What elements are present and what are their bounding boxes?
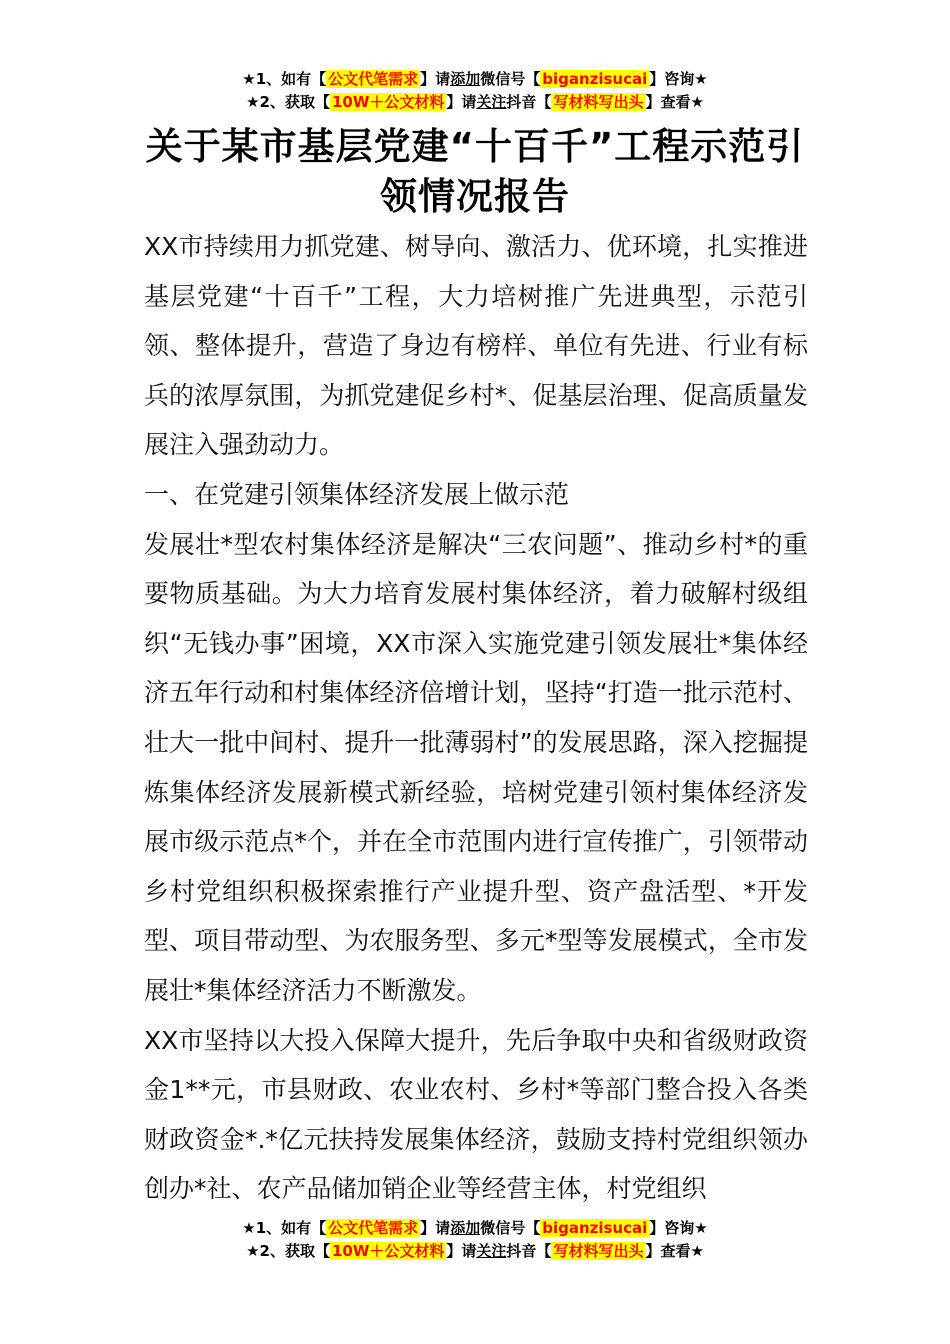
banner-text: 】咨询★ bbox=[649, 70, 708, 88]
banner-text: 】请 bbox=[420, 70, 451, 88]
banner-text: 】查看★ bbox=[645, 1242, 704, 1260]
banner-text: 微信号【 bbox=[480, 70, 541, 88]
section-heading-1: 一、在党建引领集体经济发展上做示范 bbox=[144, 479, 570, 509]
banner-highlight: 公文代笔需求 bbox=[328, 1219, 419, 1237]
title-line-2: 领情况报告 bbox=[380, 175, 570, 218]
banner-text: 抖音【 bbox=[506, 93, 552, 111]
banner-underline: 添加 bbox=[450, 70, 481, 88]
banner-text: ★1、如有【 bbox=[242, 70, 327, 88]
banner-line-2 bbox=[0, 91, 950, 114]
document-title bbox=[140, 122, 810, 222]
banner-line-1 bbox=[0, 1217, 950, 1240]
title-line-1: 关于某市基层党建“十百千”工程示范引 bbox=[145, 125, 805, 168]
banner-highlight: biganzisucai bbox=[542, 70, 648, 88]
banner-text: 】咨询★ bbox=[649, 1219, 708, 1237]
banner-highlight: 10W＋公文材料 bbox=[331, 1242, 445, 1260]
banner-text: 抖音【 bbox=[506, 1242, 552, 1260]
banner-text: 】请 bbox=[420, 1219, 451, 1237]
banner-underline: 添加 bbox=[450, 1219, 481, 1237]
banner-text: ★1、如有【 bbox=[242, 1219, 327, 1237]
banner-text: 】查看★ bbox=[645, 93, 704, 111]
banner-text: 微信号【 bbox=[480, 1219, 541, 1237]
banner-text: 】请 bbox=[446, 93, 477, 111]
banner-line-2 bbox=[0, 1240, 950, 1263]
banner-highlight: biganzisucai bbox=[542, 1219, 648, 1237]
bottom-banner bbox=[0, 1217, 950, 1263]
banner-highlight: 公文代笔需求 bbox=[328, 70, 419, 88]
paragraph-section1-b: XX市坚持以大投入保障大提升，先后争取中央和省级财政资金1**元，市县财政、农业农村、乡村*等部门整合投入各类财政资金*.*亿元扶持发展集体经济，鼓励支持村党组织领办创办*社、农产品储加销企业等经营主体，村党组织 bbox=[144, 1025, 808, 1204]
banner-underline: 关注 bbox=[476, 93, 507, 111]
banner-highlight: 写材料写出头 bbox=[553, 93, 644, 111]
banner-highlight: 写材料写出头 bbox=[553, 1242, 644, 1260]
banner-underline: 关注 bbox=[476, 1242, 507, 1260]
banner-text: ★2、获取【 bbox=[246, 93, 330, 111]
top-banner bbox=[0, 68, 950, 114]
banner-highlight: 10W＋公文材料 bbox=[331, 93, 445, 111]
paragraph-section1-a: 发展壮*型农村集体经济是解决“三农问题”、推动乡村*的重要物质基础。为大力培育发展村集体经济，着力破解村级组织“无钱办事”困境，XX市深入实施党建引领发展壮*集体经济五年行动和村集体经济倍增计划，坚持“打造一批示范村、壮大一批中间村、提升一批薄弱村”的发展思路，深入挖掘提炼集体经济发展新模式新经验，培树党建引领村集体经济发展市级示范点*个，并在全市范围内进行宣传推广，引领带动乡村党组织积极探索推行产业提升型、资产盘活型、*开发型、项目带动型、为农服务型、多元*型等发展模式，全市发展壮*集体经济活力不断激发。 bbox=[144, 529, 808, 1005]
banner-line-1 bbox=[0, 68, 950, 91]
paragraph-intro: XX市持续用力抓党建、树导向、激活力、优环境，扎实推进基层党建“十百千”工程，大力培树推广先进典型，示范引领、整体提升，营造了身边有榜样、单位有先进、行业有标兵的浓厚氛围，为抓党建促乡村*、促基层治理、促高质量发展注入强劲动力。 bbox=[144, 232, 808, 460]
banner-text: ★2、获取【 bbox=[246, 1242, 330, 1260]
banner-text: 】请 bbox=[446, 1242, 477, 1260]
document-body bbox=[144, 222, 808, 1214]
